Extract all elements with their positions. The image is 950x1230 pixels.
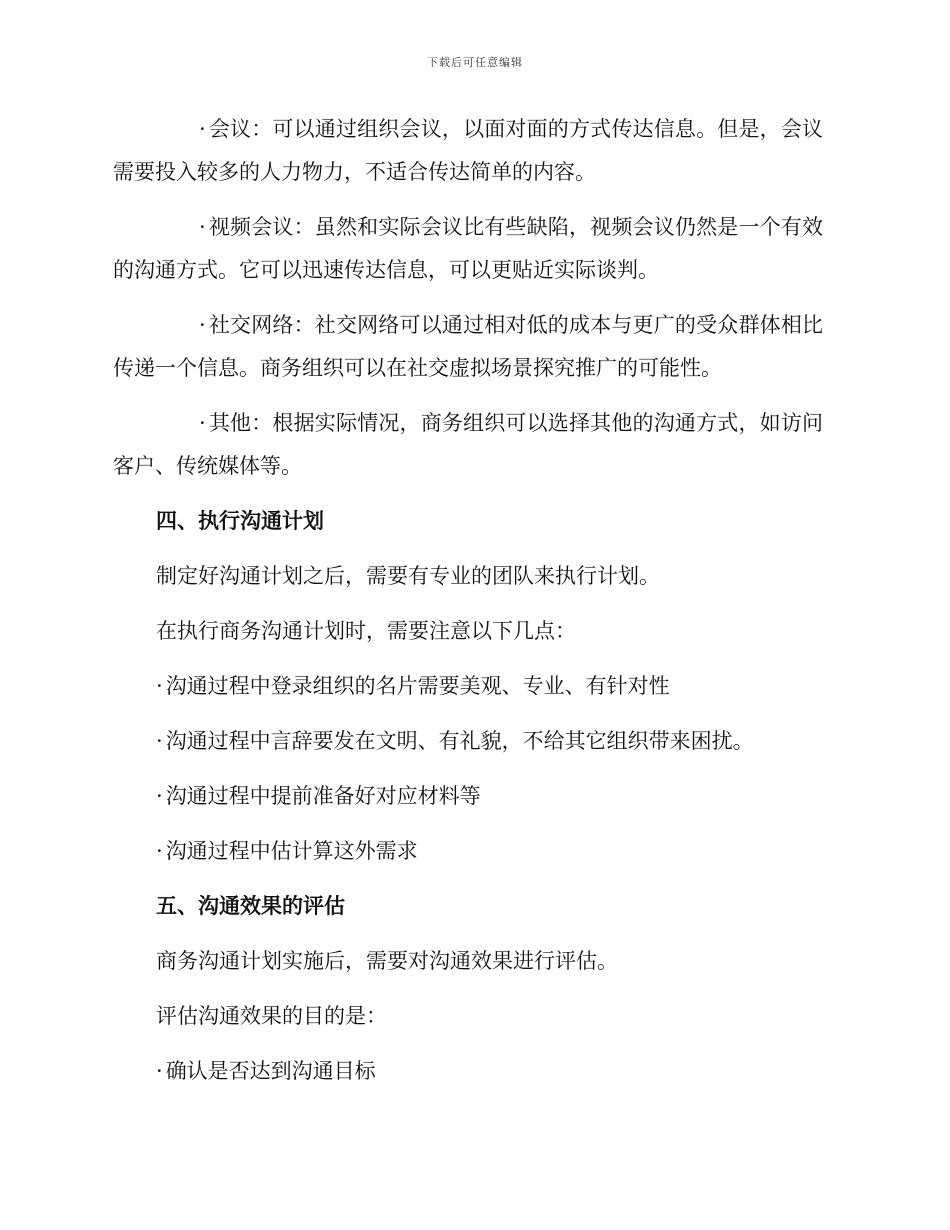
bullet-icon: ·	[199, 411, 206, 435]
paragraph-social-network-text: 社交网络：社交网络可以通过相对低的成本与更广的受众群体相比传递一个信息。商务组织可以在社交虚拟场景探究推广的可能性。	[113, 313, 823, 380]
paragraph-social-network	[113, 304, 823, 390]
paragraph-evaluation-purpose: 评估沟通效果的目的是：	[156, 1004, 387, 1028]
bullet-icon: ·	[156, 839, 163, 863]
list-item-text: 沟通过程中登录组织的名片需要美观、专业、有针对性	[165, 674, 670, 698]
paragraph-evaluation-intro: 商务沟通计划实施后，需要对沟通效果进行评估。	[156, 949, 618, 973]
bullet-icon: ·	[199, 313, 206, 337]
bullet-icon: ·	[156, 674, 163, 698]
paragraph-video-conference-text: 视频会议：虽然和实际会议比有些缺陷，视频会议仍然是一个有效的沟通方式。它可以迅速传达信息，可以更贴近实际谈判。	[113, 215, 823, 282]
list-item	[113, 665, 823, 708]
bullet-icon: ·	[156, 729, 163, 753]
bullet-icon: ·	[199, 215, 206, 239]
list-item	[113, 830, 823, 873]
paragraph-other	[113, 402, 823, 488]
paragraph-other-text: 其他：根据实际情况，商务组织可以选择其他的沟通方式，如访问客户、传统媒体等。	[113, 411, 823, 478]
list-item-text: 沟通过程中估计算这外需求	[165, 839, 418, 863]
paragraph-video-conference	[113, 206, 823, 292]
list-item	[113, 720, 823, 763]
paragraph-meeting	[113, 108, 823, 194]
document-body	[113, 108, 823, 1105]
list-item-text: 沟通过程中提前准备好对应材料等	[165, 784, 481, 808]
section-heading-execute-plan: 四、执行沟通计划	[156, 509, 324, 533]
list-item-text: 确认是否达到沟通目标	[165, 1059, 376, 1083]
bullet-icon: ·	[156, 784, 163, 808]
section-heading-evaluation: 五、沟通效果的评估	[156, 894, 345, 918]
list-item	[113, 775, 823, 818]
paragraph-execute-intro: 制定好沟通计划之后，需要有专业的团队来执行计划。	[156, 564, 660, 588]
header-note: 下载后可任意编辑	[427, 56, 523, 69]
bullet-icon: ·	[156, 1059, 163, 1083]
paragraph-meeting-text: 会议：可以通过组织会议，以面对面的方式传达信息。但是，会议需要投入较多的人力物力，不适合传达简单的内容。	[113, 117, 823, 184]
list-item-text: 沟通过程中言辞要发在文明、有礼貌，不给其它组织带来困扰。	[165, 729, 754, 753]
list-item	[113, 1050, 823, 1093]
paragraph-execute-note: 在执行商务沟通计划时，需要注意以下几点：	[156, 619, 576, 643]
bullet-icon: ·	[199, 117, 206, 141]
